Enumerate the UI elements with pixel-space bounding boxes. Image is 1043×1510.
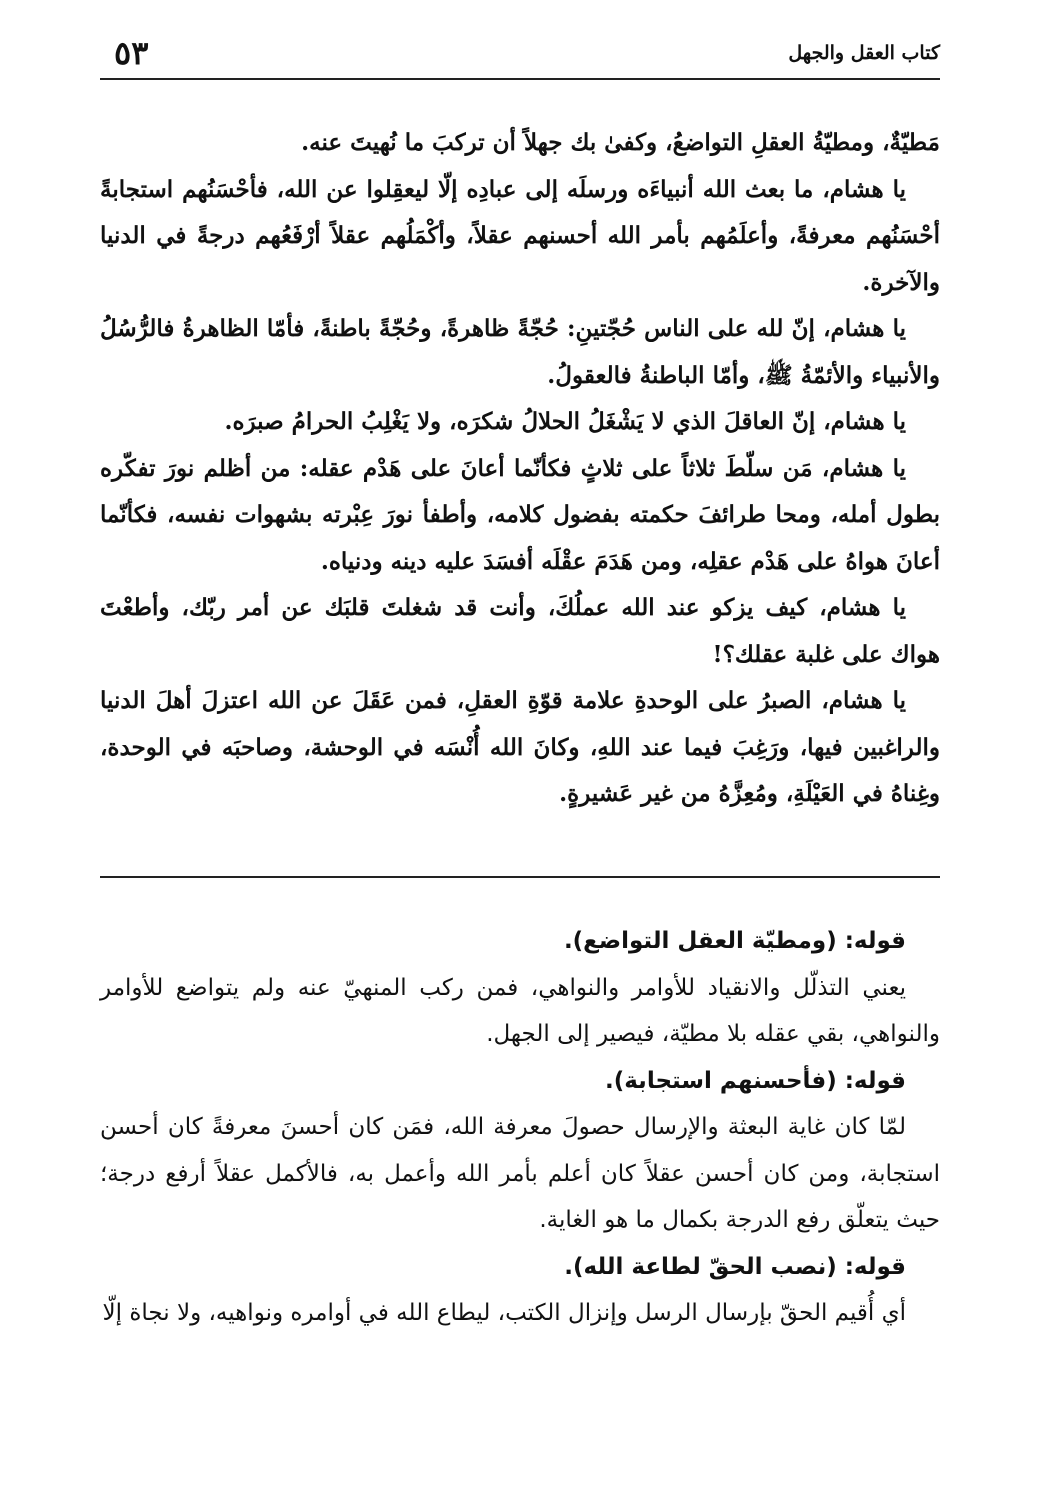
page-header — [100, 30, 940, 76]
hadith-paragraph: يا هشام، ما بعث الله أنبياءَه ورسلَه إلى عبادِه إلّا ليعقِلوا عن الله، فأحْسَنُهم استجابةً أحْسَنُهم معرفةً، وأعلَمُهم بأمر الله أحسنهم عقلاً، وأكْمَلُهم عقلاً أرْفَعُهم درجةً في الدنيا والآخرة. — [100, 175, 940, 296]
hadith-paragraph: يا هشام، الصبرُ على الوحدةِ علامة قوّةِ العقلِ، فمن عَقَلَ عن الله اعتزلَ أهلَ الدنيا والراغبين فيها، ورَغِبَ فيما عند اللهِ، وكانَ الله أُنْسَه في الوحشة، وصاحبَه في الوحدة، وغِناهُ في العَيْلَةِ، ومُعِزَّهُ من غير عَشيرةٍ. — [100, 687, 940, 807]
book-page — [100, 30, 940, 1470]
running-title: كتاب العقل والجهل — [788, 42, 940, 64]
hadith-text — [100, 120, 940, 818]
hadith-paragraph: يا هشام، إنّ العاقلَ الذي لا يَشْغَلُ الحلالُ شكرَه، ولا يَغْلِبُ الحرامُ صبرَه. — [224, 408, 906, 435]
commentary-heading: قوله: (ومطيّة العقل التواضع). — [563, 928, 906, 954]
commentary-paragraph: أي أُقيم الحقّ بإرسال الرسل وإنزال الكتب، ليطاع الله في أوامره ونواهيه، ولا نجاة إلّا — [102, 1300, 906, 1326]
commentary-heading: قوله: (نصب الحقّ لطاعة الله). — [564, 1253, 906, 1280]
hadith-paragraph: يا هشام، مَن سلّطَ ثلاثاً على ثلاثٍ فكأنّما أعانَ على هَدْم عقله: من أظلم نورَ تفكّره بطول أمله، ومحا طرائفَ حكمته بفضول كلامه، وأطفأ نورَ عِبْرته بشهوات نفسه، فكأنّما أعانَ هواهُ على هَدْم عقلِه، ومن هَدَمَ عقْلَه أفسَدَ عليه دينه ودنياه. — [100, 454, 940, 575]
hadith-paragraph: مَطيّةٌ، ومطيّةُ العقلِ التواضعُ، وكفىٰ بك جهلاً أن تركبَ ما نُهيتَ عنه. — [301, 129, 940, 156]
footnote-divider — [100, 876, 940, 878]
commentary-paragraph: لمّا كان غاية البعثة والإرسال حصولَ معرفة الله، فمَن كان أحسنَ معرفةً كان أحسن استجابة، ومن كان أحسن عقلاً كان أعلم بأمر الله وأعمل به، فالأكمل عقلاً أرفع درجة؛ حيث يتعلّق رفع الدرجة بكمال ما هو الغاية. — [100, 1114, 940, 1233]
header-divider — [100, 78, 940, 80]
hadith-paragraph: يا هشام، إنّ لله على الناس حُجّتينِ: حُجّةً ظاهرةً، وحُجّةً باطنةً، فأمّا الظاهرةُ فالرُّسُلُ والأنبياء والأئمّةُ ﷺ، وأمّا الباطنةُ فالعقولُ. — [100, 315, 940, 389]
commentary-heading: قوله: (فأحسنهم استجابة). — [604, 1067, 906, 1094]
commentary-section — [100, 918, 940, 1337]
page-number: ٥٣ — [114, 34, 149, 72]
commentary-paragraph: يعني التذلّل والانقياد للأوامر والنواهي، فمن ركب المنهيّ عنه ولم يتواضع للأوامر والنواهي، بقي عقله بلا مطيّة، فيصير إلى الجهل. — [100, 974, 940, 1047]
hadith-paragraph: يا هشام، كيف يزكو عند الله عملُكَ، وأنت قد شغلتَ قلبَك عن أمر ربّك، وأطعْتَ هواك على غلبة عقلك؟! — [100, 594, 940, 668]
